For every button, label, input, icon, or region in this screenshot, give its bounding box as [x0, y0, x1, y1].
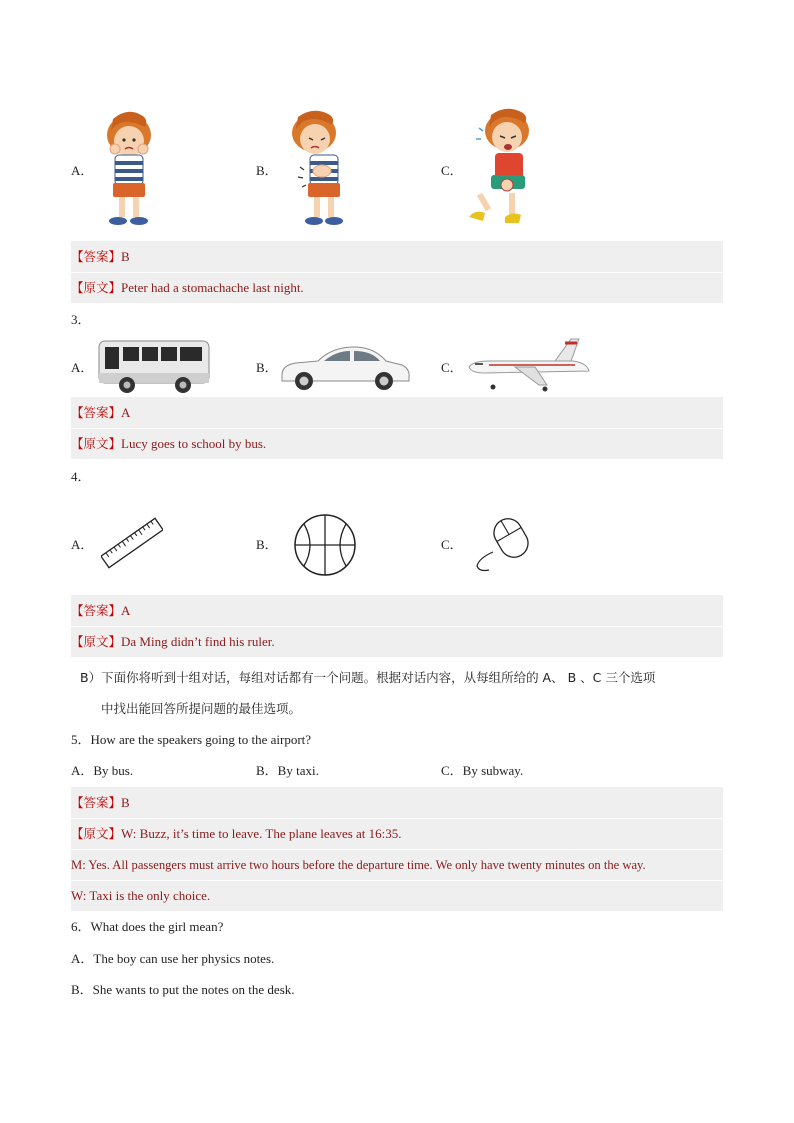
- basketball-icon: [292, 512, 358, 578]
- q3-number: 3．: [71, 312, 91, 327]
- q2-options: [71, 105, 731, 230]
- q2-transcript: Peter had a stomachache last night.: [121, 280, 304, 295]
- q4-number: 4．: [71, 469, 91, 484]
- q2-transcript-line: [71, 273, 723, 303]
- q4-transcript: Da Ming didn’t find his ruler.: [121, 634, 275, 649]
- q5-transcript-line3: W: Taxi is the only choice.: [71, 888, 211, 903]
- q5-option-c[interactable]: C．By subway.: [441, 763, 524, 778]
- q3-option-a-letter: A．: [71, 360, 94, 375]
- q3-transcript-line: [71, 429, 723, 459]
- bus-icon: [97, 337, 212, 395]
- q4-option-a-letter: A．: [71, 537, 94, 552]
- ruler-icon: [101, 514, 163, 572]
- q3-option-b-letter: B．: [256, 360, 278, 375]
- q4-option-b-letter: B．: [256, 537, 278, 552]
- q5-transcript-line: [71, 819, 723, 849]
- q5-option-a[interactable]: A．By bus.: [71, 763, 134, 778]
- section-b-instruction-line1: B）下面你将听到十组对话，每组对话都有一个问题。根据对话内容，从每组所给的 A、 B 、C 三个选项: [80, 670, 656, 685]
- q4-options: [71, 512, 731, 580]
- q3-option-c-letter: C．: [441, 360, 463, 375]
- q4-answer: A: [121, 603, 131, 618]
- q3-answer-line: [71, 398, 723, 428]
- transcript-tag: 【原文】: [71, 436, 122, 451]
- q5-transcript-line1: W: Buzz, it’s time to leave. The plane leaves at 16:35.: [121, 826, 402, 841]
- q4-answer-line: [71, 596, 723, 626]
- q3-answer: A: [121, 405, 131, 420]
- answer-tag: 【答案】: [71, 603, 122, 618]
- q3-answer-box: [71, 397, 723, 459]
- q6-option-a[interactable]: A．The boy can use her physics notes.: [71, 951, 275, 966]
- q2-option-b-letter: B．: [256, 163, 278, 178]
- q6-question: 6．What does the girl mean?: [71, 919, 224, 934]
- transcript-tag: 【原文】: [71, 826, 122, 841]
- q5-answer-line: [71, 788, 723, 818]
- q3-options: [71, 335, 731, 395]
- q5-question: 5．How are the speakers going to the airport?: [71, 732, 312, 747]
- boy-hurt-knee-icon: [467, 105, 542, 230]
- q2-option-a-letter: A．: [71, 163, 94, 178]
- q3-transcript: Lucy goes to school by bus.: [121, 436, 267, 451]
- q4-answer-box: [71, 595, 723, 657]
- transcript-tag: 【原文】: [71, 634, 122, 649]
- q5-answer-box: [71, 787, 723, 911]
- airplane-icon: [465, 335, 593, 395]
- q5-option-b[interactable]: B．By taxi.: [256, 763, 319, 778]
- q2-answer-box: [71, 241, 723, 303]
- boy-stomachache-icon: [282, 105, 357, 230]
- answer-tag: 【答案】: [71, 795, 122, 810]
- q4-option-c-letter: C．: [441, 537, 463, 552]
- computer-mouse-icon: [471, 516, 535, 572]
- answer-tag: 【答案】: [71, 249, 122, 264]
- q5-answer: B: [121, 795, 130, 810]
- boy-toothache-icon: [93, 105, 163, 230]
- answer-tag: 【答案】: [71, 405, 122, 420]
- q4-transcript-line: [71, 627, 723, 657]
- q6-option-b[interactable]: B．She wants to put the notes on the desk.: [71, 982, 295, 997]
- q2-answer: B: [121, 249, 130, 264]
- q2-answer-line: [71, 242, 723, 272]
- section-b-instruction-line2: 中找出能回答所提问题的最佳选项。: [101, 701, 302, 716]
- q2-option-c-letter: C．: [441, 163, 463, 178]
- car-icon: [278, 341, 413, 391]
- transcript-tag: 【原文】: [71, 280, 122, 295]
- q5-transcript-line2: M: Yes. All passengers must arrive two hours before the departure time. We only have twenty minutes on the way.: [71, 858, 646, 872]
